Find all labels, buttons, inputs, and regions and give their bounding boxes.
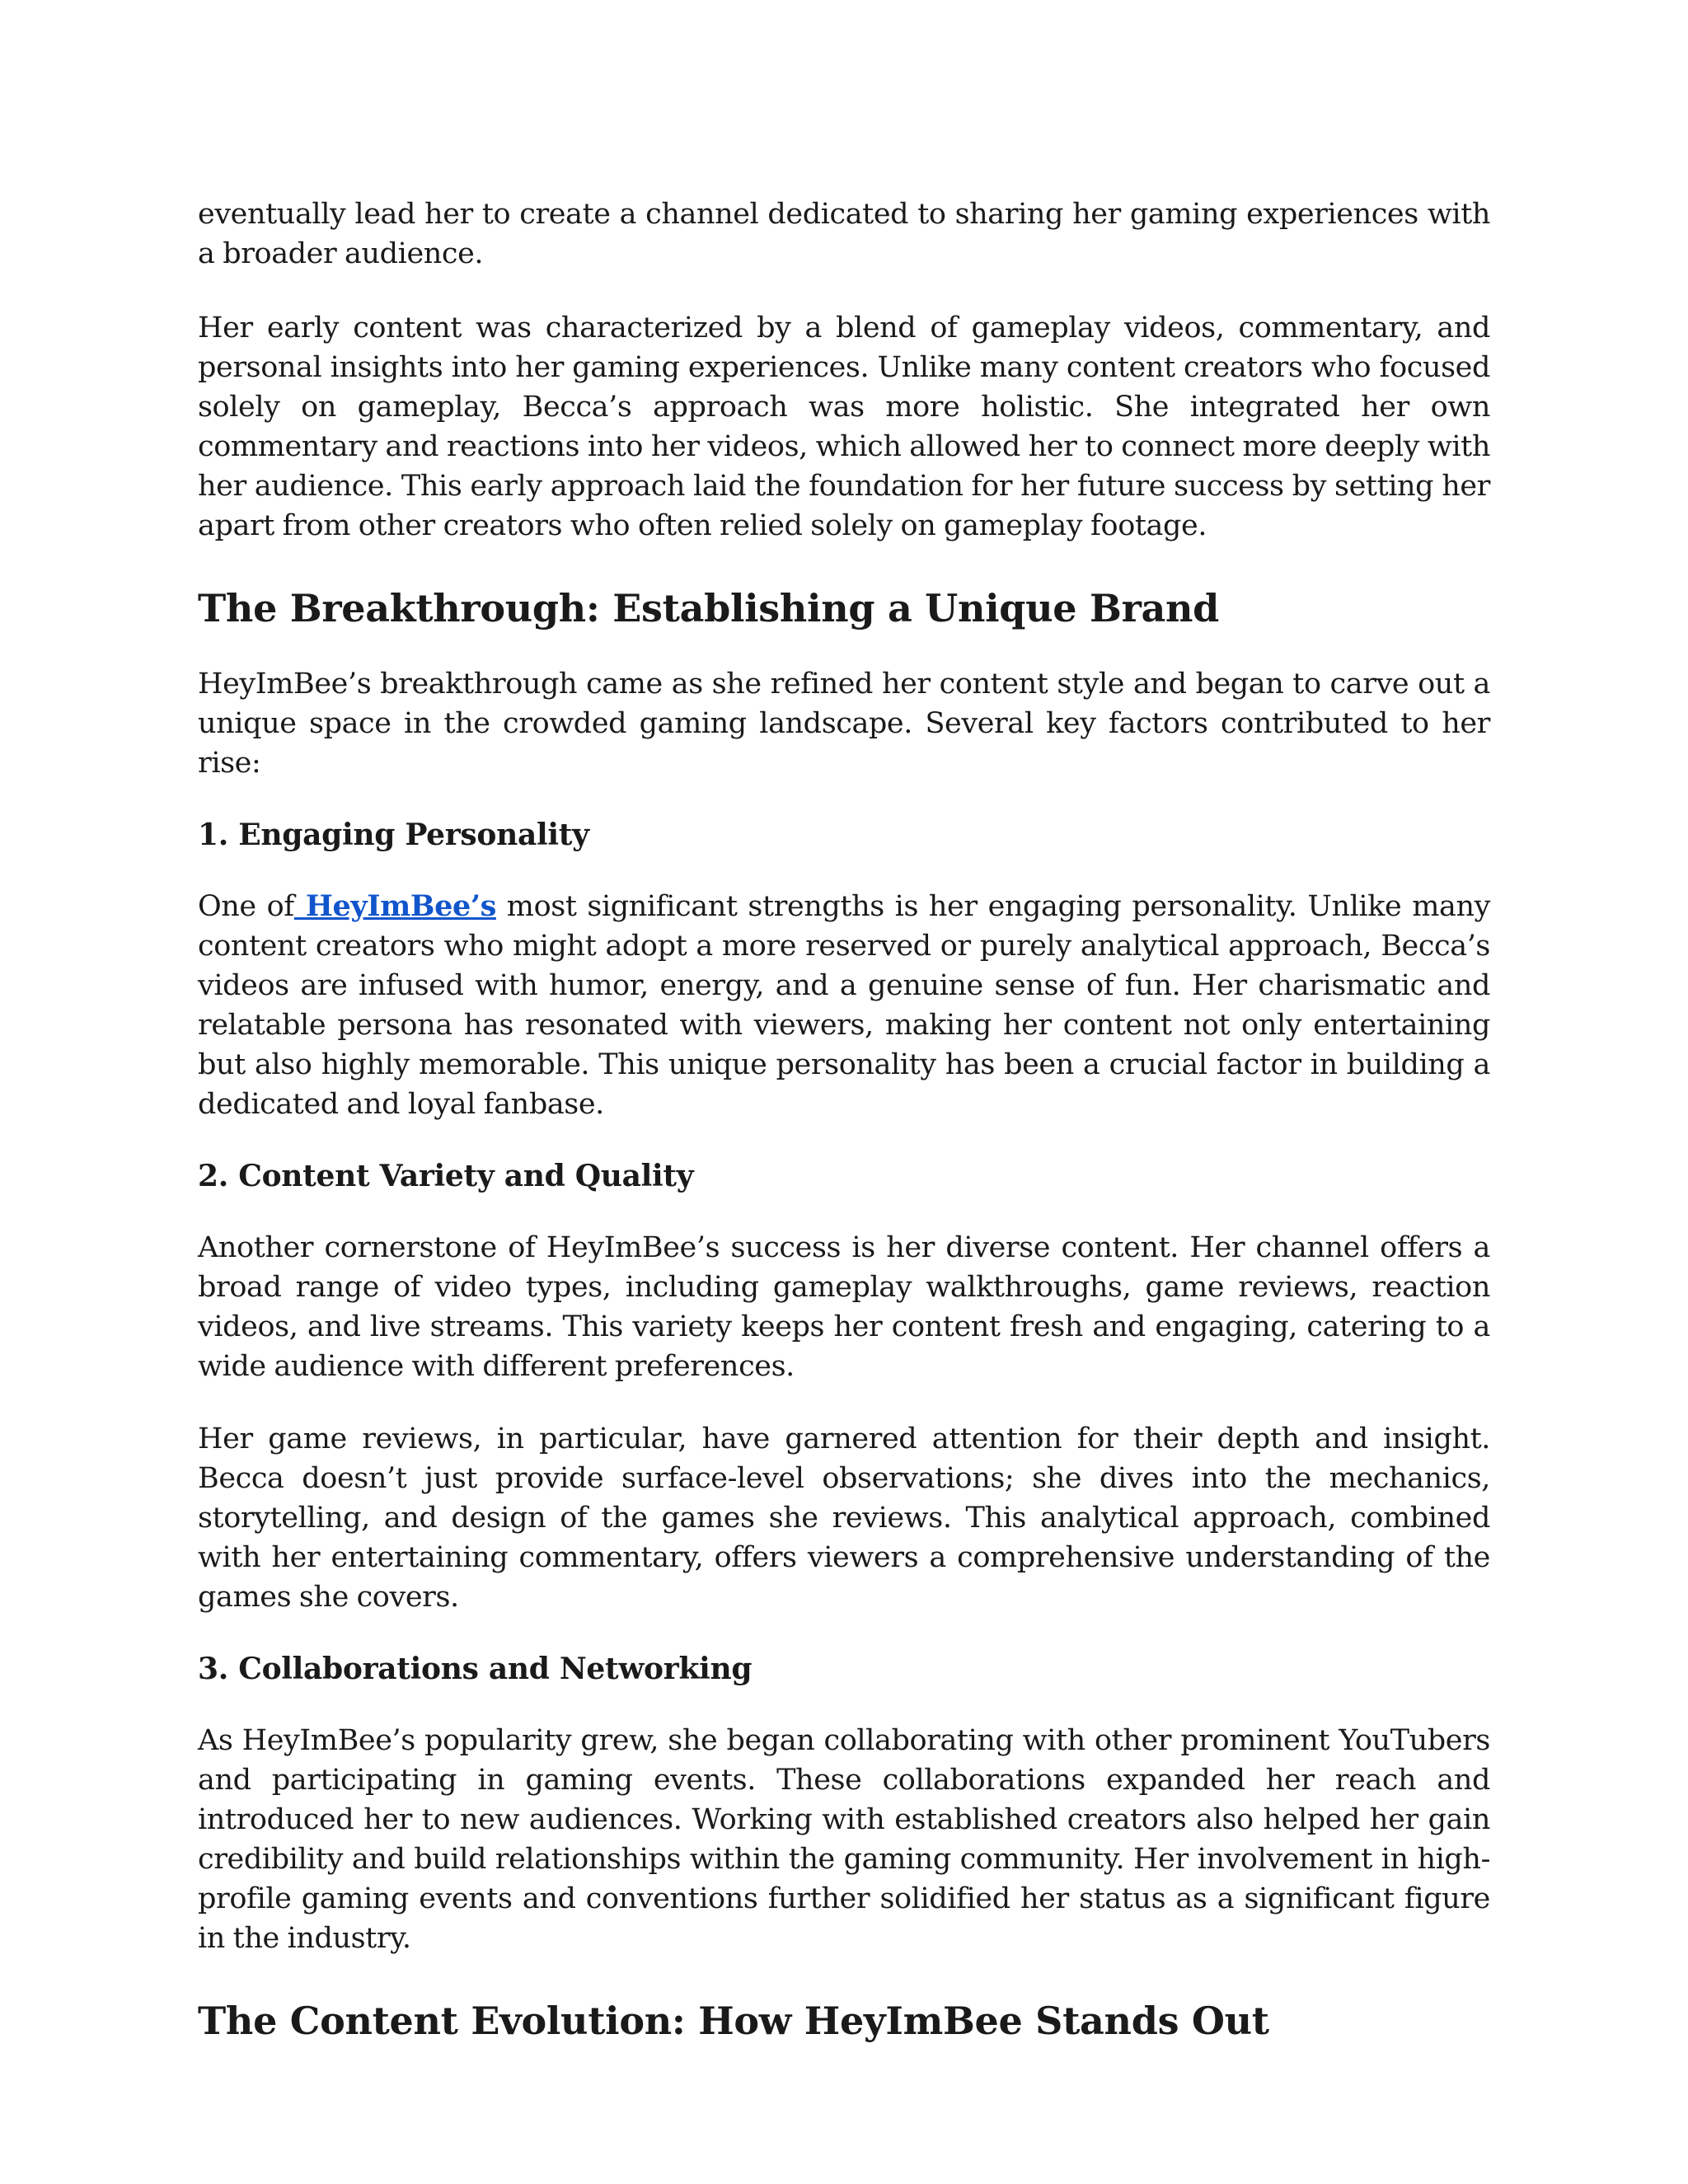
subheading-engaging-personality: 1. Engaging Personality bbox=[198, 818, 589, 852]
subheading-content-variety: 2. Content Variety and Quality bbox=[198, 1159, 694, 1193]
section-heading-breakthrough: The Breakthrough: Establishing a Unique Brand bbox=[198, 586, 1220, 630]
intro-continuation-paragraph: eventually lead her to create a channel dedicated to sharing her gaming experiences with a broader audience. bbox=[198, 198, 1490, 270]
heyimbee-link[interactable]: HeyImBee’s bbox=[293, 889, 496, 923]
engaging-personality-body: most significant strengths is her engaging personality. Unlike many content creators who might adopt a more reserved or purely analytical approach, Becca’s videos are infused with humor, energy, and a genuine sense of fun. Her charismatic and relatable persona has resonated with viewers, making her content not only entertaining but also highly memorable. This unique personality has been a crucial factor in building a dedicated and loyal fanbase. bbox=[198, 890, 1491, 1121]
section-heading-content-evolution: The Content Evolution: How HeyImBee Stands Out bbox=[198, 1999, 1269, 2043]
early-content-paragraph: Her early content was characterized by a blend of gameplay videos, commentary, and personal insights into her gaming experiences. Unlike many content creators who focused solely on gameplay, Becca’s approach was more holistic. She integrated her own commentary and reactions into her videos, which allowed her to connect more deeply with her audience. This early approach laid the foundation for her future success by setting her apart from other creators who often relied solely on gameplay footage. bbox=[198, 312, 1490, 542]
subheading-collaborations: 3. Collaborations and Networking bbox=[198, 1652, 753, 1686]
engaging-personality-lead: One of bbox=[198, 890, 294, 923]
game-reviews-paragraph: Her game reviews, in particular, have garnered attention for their depth and insight. Becca doesn’t just provide surface-level observations; she dives into the mechanics, storytelling, and design of the games she reviews. This analytical approach, combined with her entertaining commentary, offers viewers a comprehensive understanding of the games she covers. bbox=[198, 1422, 1490, 1614]
document-page bbox=[198, 194, 1490, 2044]
breakthrough-intro-paragraph: HeyImBee’s breakthrough came as she refined her content style and began to carve out a unique space in the crowded gaming landscape. Several key factors contributed to her rise: bbox=[198, 668, 1490, 780]
content-variety-paragraph: Another cornerstone of HeyImBee’s success is her diverse content. Her channel offers a broad range of video types, including gameplay walkthroughs, game reviews, reaction videos, and live streams. This variety keeps her content fresh and engaging, catering to a wide audience with different preferences. bbox=[198, 1231, 1490, 1383]
collaborations-paragraph: As HeyImBee’s popularity grew, she began collaborating with other prominent YouTubers and participating in gaming events. These collaborations expanded her reach and introduced her to new audiences. Working with established creators also helped her gain credibility and build relationships within the gaming community. Her involvement in high-profile gaming events and conventions further solidified her status as a significant figure in the industry. bbox=[198, 1724, 1490, 1955]
engaging-personality-paragraph bbox=[198, 887, 1490, 1124]
